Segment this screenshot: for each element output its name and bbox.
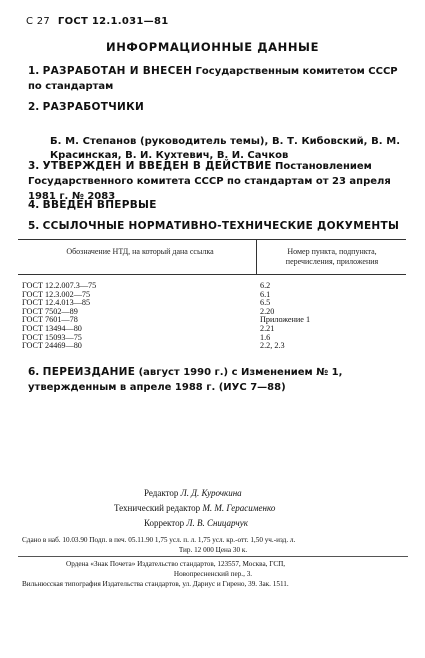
table-cell-clause: Приложение 1	[260, 315, 311, 325]
table-cell-document: ГОСТ 12.2.007.3—75	[22, 281, 97, 290]
editor-credit: Редактор Л. Д. Курочкина	[144, 488, 242, 498]
tech-editor-credit: Технический редактор М. М. Герасименко	[114, 503, 276, 513]
reference-table	[22, 282, 402, 351]
publisher-info: Ордена «Знак Почета» Издательство стандартов, 123557, Москва, ГСП, Новопресненский пер., 3. Вильнюсская типография Издательства стандартов, ул. Дариус и Гирено, 39. Зак. 1511.	[22, 560, 289, 588]
section-heading: РАЗРАБОТАН И ВНЕСЕН	[42, 65, 193, 77]
corrector-name: Л. В. Сницарчук	[186, 518, 248, 528]
table-header-divider	[256, 239, 257, 274]
page-title: ИНФОРМАЦИОННЫЕ ДАННЫЕ	[105, 40, 320, 54]
page-header	[26, 16, 168, 27]
section-body: Постановлением Государственного комитета СССР по стандартам от 23 апреля 1981 г. № 2083	[28, 161, 391, 202]
section-1: 1. РАЗРАБОТАН И ВНЕСЕН Государственным комитетом СССР по стандартам	[28, 65, 398, 92]
section-4: 4. ВВЕДЕН ВПЕРВЫЕ	[28, 199, 157, 211]
table-row	[22, 299, 402, 308]
section-heading: ССЫЛОЧНЫЕ НОРМАТИВНО-ТЕХНИЧЕСКИЕ ДОКУМЕНТЫ	[42, 220, 400, 232]
table-cell-document: ГОСТ 7502—89	[22, 306, 78, 316]
section-body: Государственным комитетом СССР по стандартам	[28, 66, 398, 92]
table-row	[22, 308, 402, 317]
table-header-document: Обозначение НТД, на который дана ссылка	[66, 247, 214, 256]
developers-list: Б. М. Степанов (руководитель темы), В. Т. Кибовский, В. М. Красинская, В. И. Кухтевич, В. И. Сачков	[50, 136, 400, 161]
table-cell-document: ГОСТ 12.3.002—75	[22, 289, 91, 299]
corrector-credit: Корректор Л. В. Сницарчук	[144, 518, 248, 528]
editorial-credits	[0, 486, 425, 531]
section-5: 5. ССЫЛОЧНЫЕ НОРМАТИВНО-ТЕХНИЧЕСКИЕ ДОКУМЕНТЫ	[28, 220, 400, 232]
table-header-rule	[18, 274, 406, 275]
section-6: 6. ПЕРЕИЗДАНИЕ (август 1990 г.) с Изменением № 1, утвержденным в апреле 1988 г. (ИУС 7—88)	[28, 366, 343, 393]
table-cell-document: ГОСТ 13494—80	[22, 323, 82, 333]
table-cell-clause: 2.21	[260, 323, 275, 333]
table-cell-document: ГОСТ 24469—80	[22, 341, 82, 351]
imprint-divider	[18, 556, 408, 557]
table-cell-clause: 6.1	[260, 289, 271, 299]
table-cell-clause: 2.20	[260, 306, 275, 316]
section-heading: УТВЕРЖДЕН И ВВЕДЕН В ДЕЙСТВИЕ	[42, 160, 272, 172]
table-cell-clause: 1.6	[260, 332, 271, 342]
section-2: 2. РАЗРАБОТЧИКИ	[28, 101, 145, 113]
editor-name: Л. Д. Курочкина	[180, 488, 242, 498]
standard-code: ГОСТ 12.1.031—81	[57, 16, 169, 27]
section-body: (август 1990 г.) с Изменением № 1, утвержденным в апреле 1988 г. (ИУС 7—88)	[28, 367, 343, 393]
table-cell-clause: 6.2	[260, 281, 271, 290]
table-header-clause: Номер пункта, подпункта, перечисления, приложения	[285, 247, 379, 266]
print-imprint: Сдано в наб. 10.03.90 Подп. в печ. 05.11.90 1,75 усл. п. л. 1,75 усл. кр.-отт. 1,50 уч.-изд. л. Тир. 12 000 Цена 30 к.	[22, 536, 296, 554]
table-top-rule	[18, 239, 406, 240]
table-cell-document: ГОСТ 7601—78	[22, 315, 78, 325]
section-heading: ВВЕДЕН ВПЕРВЫЕ	[42, 199, 157, 211]
page-number: С 27	[26, 16, 51, 27]
table-cell-clause: 6.5	[260, 298, 271, 308]
table-row	[22, 342, 402, 351]
section-3: 3. УТВЕРЖДЕН И ВВЕДЕН В ДЕЙСТВИЕ Постановлением Государственного комитета СССР по стандартам от 23 апреля 1981 г. № 2083	[28, 160, 391, 202]
table-cell-clause: 2.2, 2.3	[260, 341, 285, 351]
table-cell-document: ГОСТ 15093—75	[22, 332, 82, 342]
section-heading: РАЗРАБОТЧИКИ	[42, 101, 145, 113]
tech-editor-name: М. М. Герасименко	[202, 503, 276, 513]
section-heading: ПЕРЕИЗДАНИЕ	[42, 366, 136, 378]
table-cell-document: ГОСТ 12.4.013—85	[22, 298, 91, 308]
